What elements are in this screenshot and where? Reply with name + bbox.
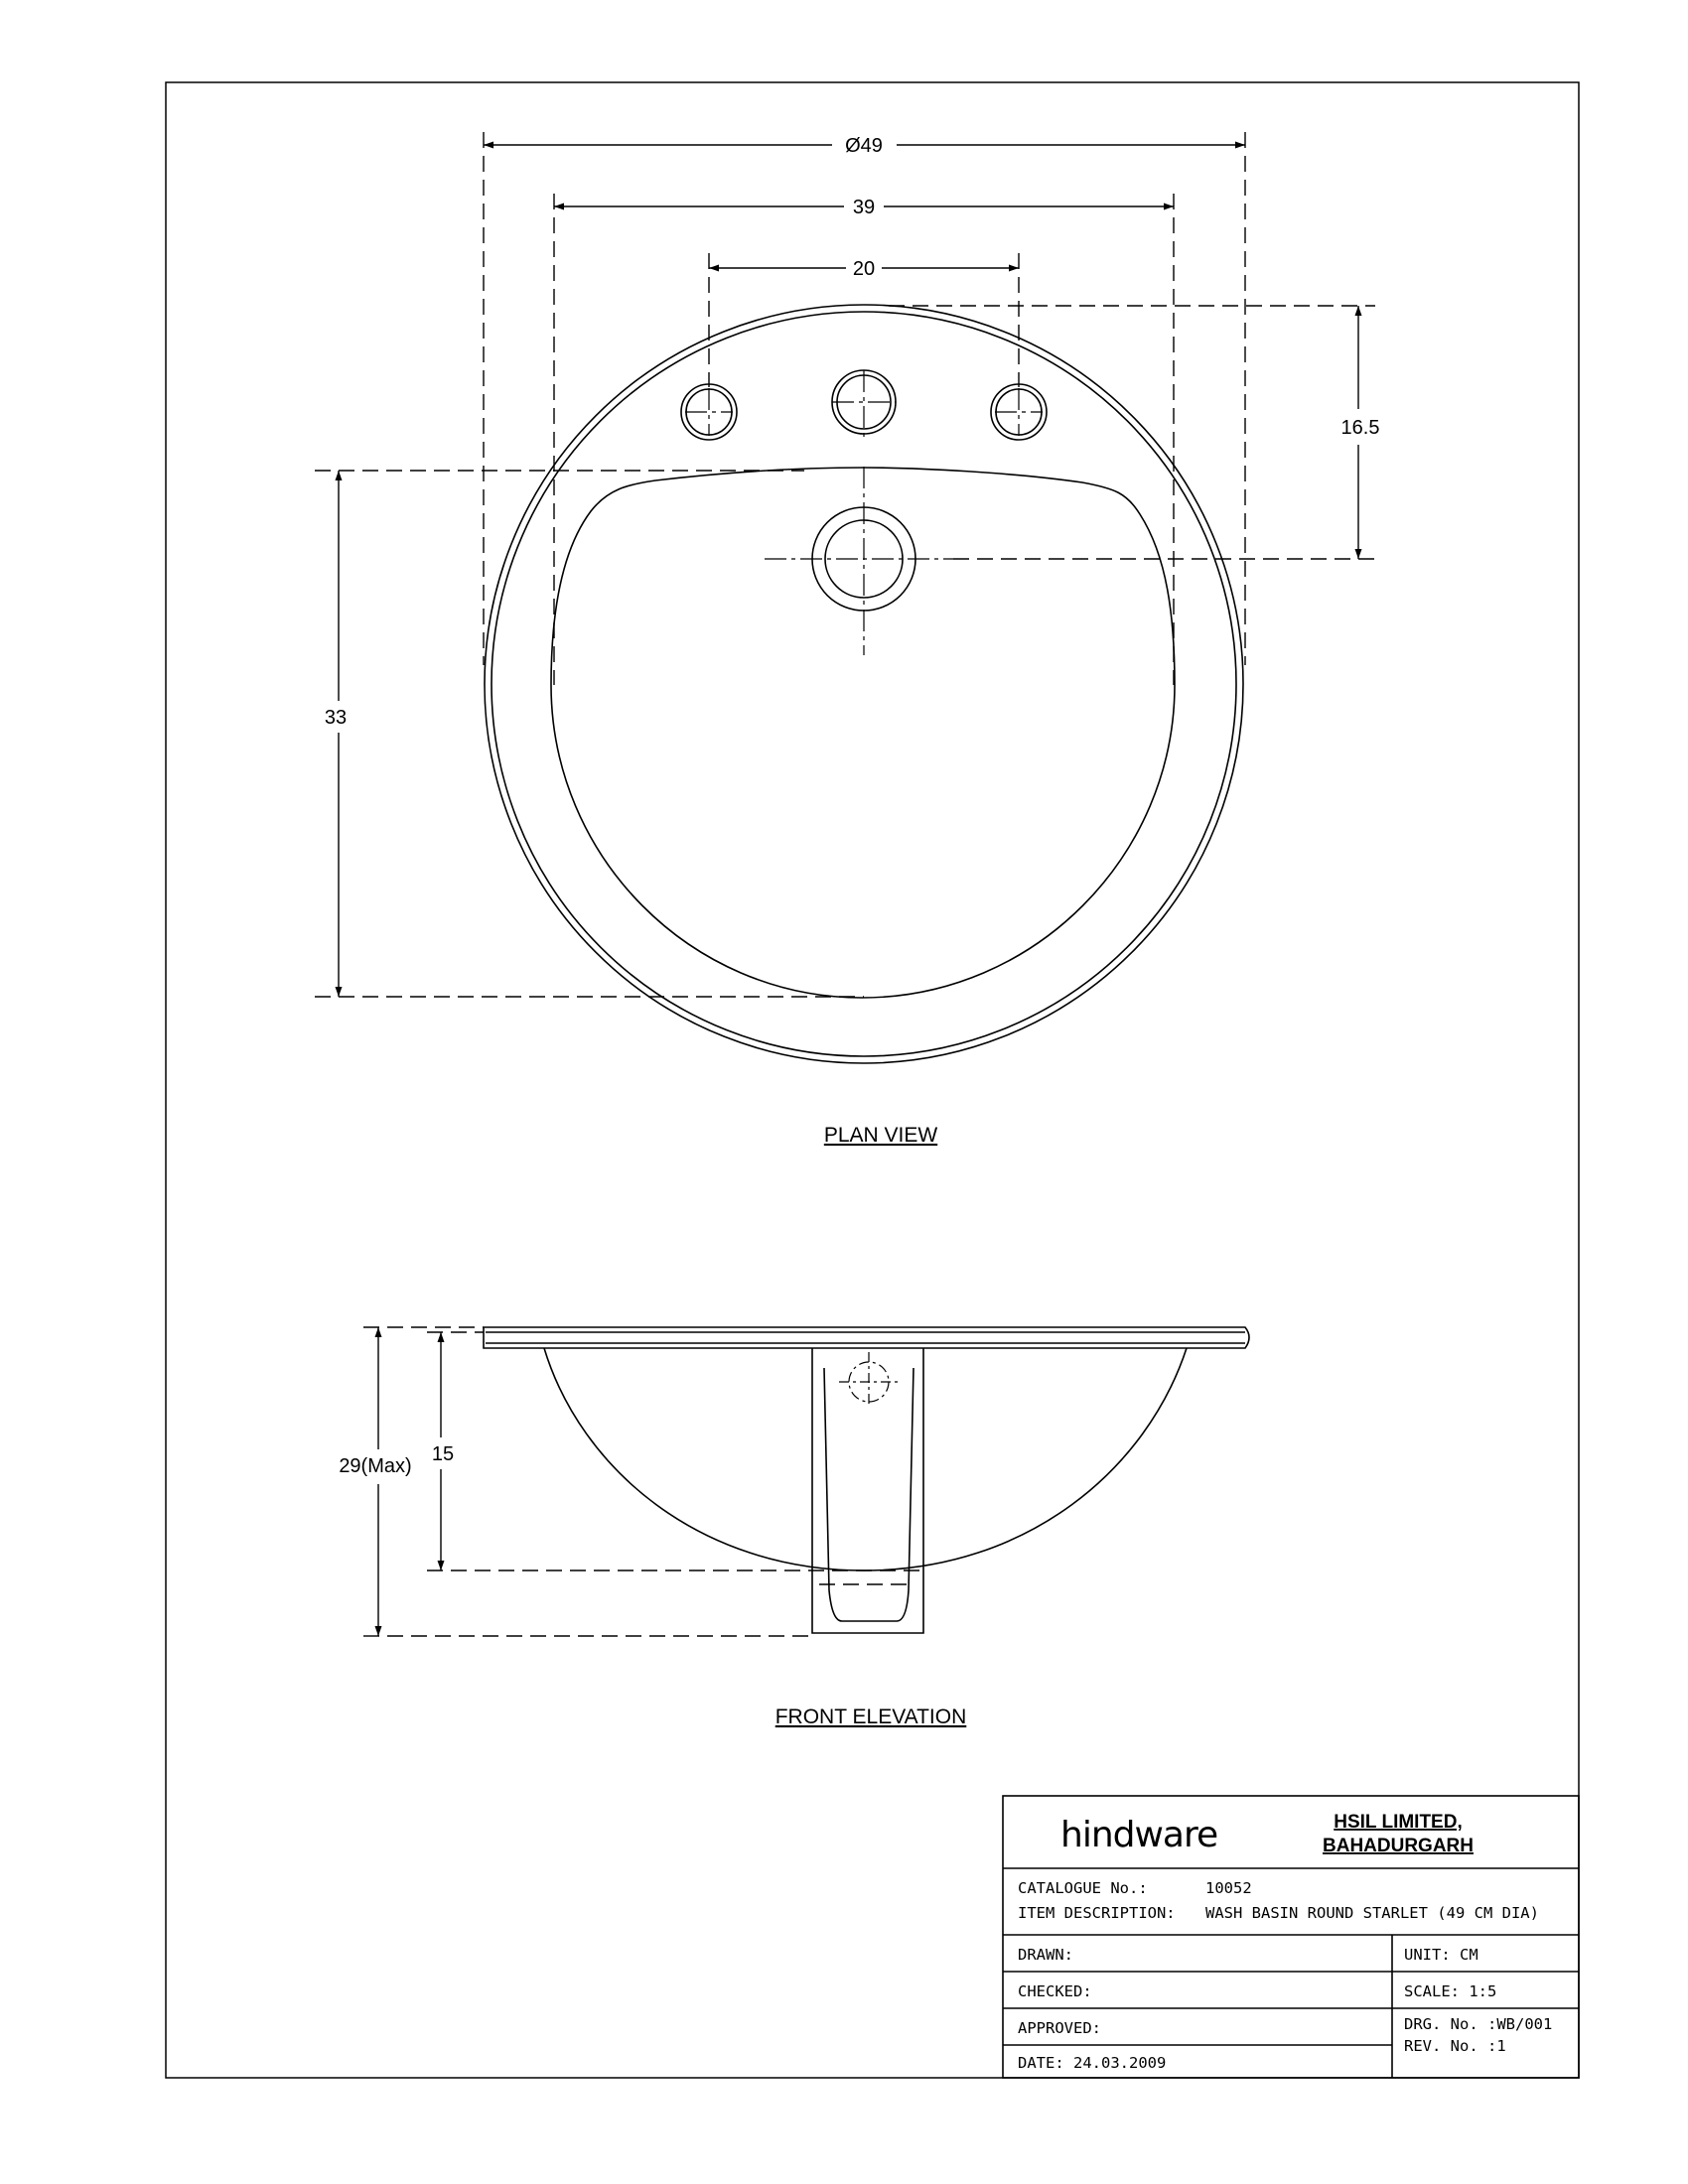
drawing-number: DRG. No. :WB/001: [1404, 2015, 1553, 2033]
dim-bowl-width: 39: [852, 197, 876, 218]
checked-field: CHECKED:: [1018, 1982, 1092, 2000]
catalogue-value: 10052: [1205, 1879, 1252, 1897]
item-description-label: ITEM DESCRIPTION:: [1018, 1904, 1176, 1922]
date-field: DATE: 24.03.2009: [1018, 2054, 1167, 2072]
brand-logo: hindware: [1060, 1815, 1218, 1855]
plan-dimension-lines: [339, 145, 1358, 997]
elevation-centerlines: [839, 1352, 899, 1408]
dim-overall-diameter: Ø49: [845, 135, 883, 157]
plan-view-title: PLAN VIEW: [823, 1124, 938, 1147]
plan-centerlines: [685, 370, 1043, 655]
basin-bowl-outline: [551, 468, 1175, 998]
scale-field: SCALE: 1:5: [1404, 1982, 1497, 2000]
elevation-dimension-lines: [378, 1327, 441, 1636]
elevation-extension-lines: [363, 1327, 923, 1636]
dim-tap-spacing: 20: [852, 258, 876, 280]
dim-bowl-depth: 15: [431, 1443, 455, 1465]
revision-number: REV. No. :1: [1404, 2037, 1506, 2055]
company-name: HSIL LIMITED,: [1334, 1812, 1463, 1833]
dim-bowl-length: 33: [324, 707, 348, 729]
approved-field: APPROVED:: [1018, 2019, 1101, 2037]
front-elevation: [484, 1327, 1249, 1633]
front-elevation-title: FRONT ELEVATION: [774, 1706, 967, 1728]
drawn-field: DRAWN:: [1018, 1946, 1073, 1964]
dim-drain-offset: 16.5: [1340, 417, 1380, 439]
elevation-rim: [484, 1327, 1249, 1348]
dim-max-height: 29(Max): [339, 1455, 412, 1477]
company-location: BAHADURGARH: [1323, 1836, 1474, 1856]
sheet-border: [166, 82, 1579, 2078]
item-description-value: WASH BASIN ROUND STARLET (49 CM DIA): [1205, 1904, 1539, 1922]
unit-field: UNIT: CM: [1404, 1946, 1478, 1964]
catalogue-label: CATALOGUE No.:: [1018, 1879, 1148, 1897]
